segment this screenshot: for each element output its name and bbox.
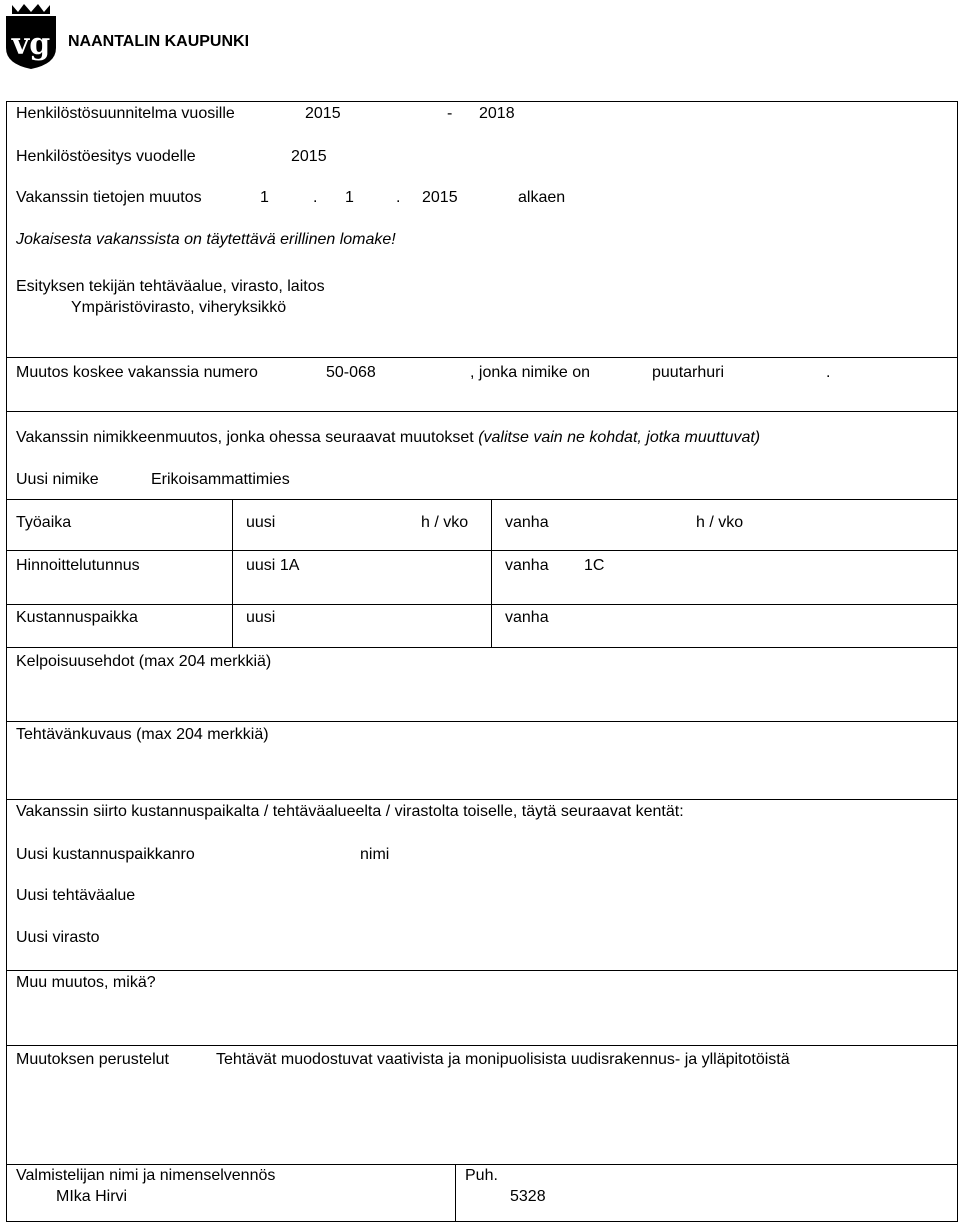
new-title-label: Uusi nimike (16, 471, 99, 488)
divider (491, 499, 492, 647)
divider (6, 970, 958, 971)
working-time-label: Työaika (16, 514, 72, 531)
proposal-year[interactable]: 2015 (291, 148, 327, 165)
working-time-new-label: uusi (246, 514, 276, 531)
change-year[interactable]: 2015 (422, 189, 458, 206)
plan-year-to[interactable]: 2018 (479, 105, 515, 122)
vacancy-title[interactable]: puutarhuri (652, 364, 725, 381)
phone-value[interactable]: 5328 (510, 1188, 546, 1205)
transfer-agency-label: Uusi virasto (16, 929, 100, 946)
org-name: NAANTALIN KAUPUNKI (68, 33, 250, 50)
pricing-old-label: vanha (505, 557, 549, 574)
title-change-label: Vakanssin nimikkeenmuutos, jonka ohessa seuraavat muutokset (16, 429, 474, 446)
change-dot: . (313, 189, 318, 206)
transfer-cost-center-label: Uusi kustannuspaikkanro (16, 846, 195, 863)
divider (6, 799, 958, 800)
preparer-name[interactable]: MIka Hirvi (56, 1188, 128, 1205)
cost-center-new-label: uusi (246, 609, 276, 626)
phone-label: Puh. (465, 1167, 498, 1184)
instruction-text: Jokaisesta vakanssista on täytettävä erillinen lomake! (16, 231, 396, 248)
department-value[interactable]: Ympäristövirasto, viheryksikkö (71, 299, 287, 316)
change-label: Vakanssin tietojen muutos (16, 189, 202, 206)
department-label: Esityksen tekijän tehtäväalue, virasto, laitos (16, 278, 325, 295)
qualifications-label: Kelpoisuusehdot (max 204 merkkiä) (16, 653, 272, 670)
working-time-old-label: vanha (505, 514, 549, 531)
cost-center-old-label: vanha (505, 609, 549, 626)
divider (6, 357, 958, 358)
job-description-label: Tehtävänkuvaus (max 204 merkkiä) (16, 726, 269, 743)
divider (6, 499, 958, 500)
transfer-area-label: Uusi tehtäväalue (16, 887, 136, 904)
pricing-old-value[interactable]: 1C (584, 557, 605, 574)
transfer-label: Vakanssin siirto kustannuspaikalta / tehtäväalueelta / virastolta toiselle, täytä seuraavat kentät: (16, 803, 684, 820)
change-month[interactable]: 1 (345, 189, 354, 206)
logo-text: vg (11, 27, 51, 62)
change-dot: . (396, 189, 401, 206)
plan-year-from[interactable]: 2015 (305, 105, 341, 122)
pricing-label: Hinnoittelutunnus (16, 557, 140, 574)
divider (455, 1164, 456, 1222)
divider (6, 604, 958, 605)
working-time-new-unit: h / vko (421, 514, 469, 531)
divider (6, 721, 958, 722)
divider (6, 1045, 958, 1046)
pricing-new-value[interactable]: 1A (279, 557, 300, 574)
preparer-label: Valmistelijan nimi ja nimenselvennös (16, 1167, 276, 1184)
proposal-label: Henkilöstöesitys vuodelle (16, 148, 196, 165)
vacancy-end-dot: . (826, 364, 831, 381)
divider (6, 1164, 958, 1165)
coat-of-arms-icon (2, 2, 60, 70)
cost-center-label: Kustannuspaikka (16, 609, 138, 626)
justification-text[interactable]: Tehtävät muodostuvat vaativista ja monipuolisista uudisrakennus- ja ylläpitotöistä (216, 1051, 790, 1068)
other-change-label: Muu muutos, mikä? (16, 974, 156, 991)
change-suffix: alkaen (518, 189, 566, 206)
title-change-note: (valitse vain ne kohdat, jotka muuttuvat) (478, 429, 761, 446)
working-time-old-unit: h / vko (696, 514, 744, 531)
plan-dash: - (447, 105, 453, 122)
change-day[interactable]: 1 (260, 189, 269, 206)
vacancy-title-label: , jonka nimike on (470, 364, 591, 381)
vacancy-label: Muutos koskee vakanssia numero (16, 364, 258, 381)
divider (6, 550, 958, 551)
pricing-new-label: uusi (246, 557, 276, 574)
vacancy-number[interactable]: 50-068 (326, 364, 376, 381)
justification-label: Muutoksen perustelut (16, 1051, 169, 1068)
city-logo (2, 2, 60, 70)
divider (6, 647, 958, 648)
divider (232, 499, 233, 647)
plan-label: Henkilöstösuunnitelma vuosille (16, 105, 235, 122)
divider (6, 411, 958, 412)
transfer-name-label: nimi (360, 846, 390, 863)
new-title-value[interactable]: Erikoisammattimies (151, 471, 290, 488)
